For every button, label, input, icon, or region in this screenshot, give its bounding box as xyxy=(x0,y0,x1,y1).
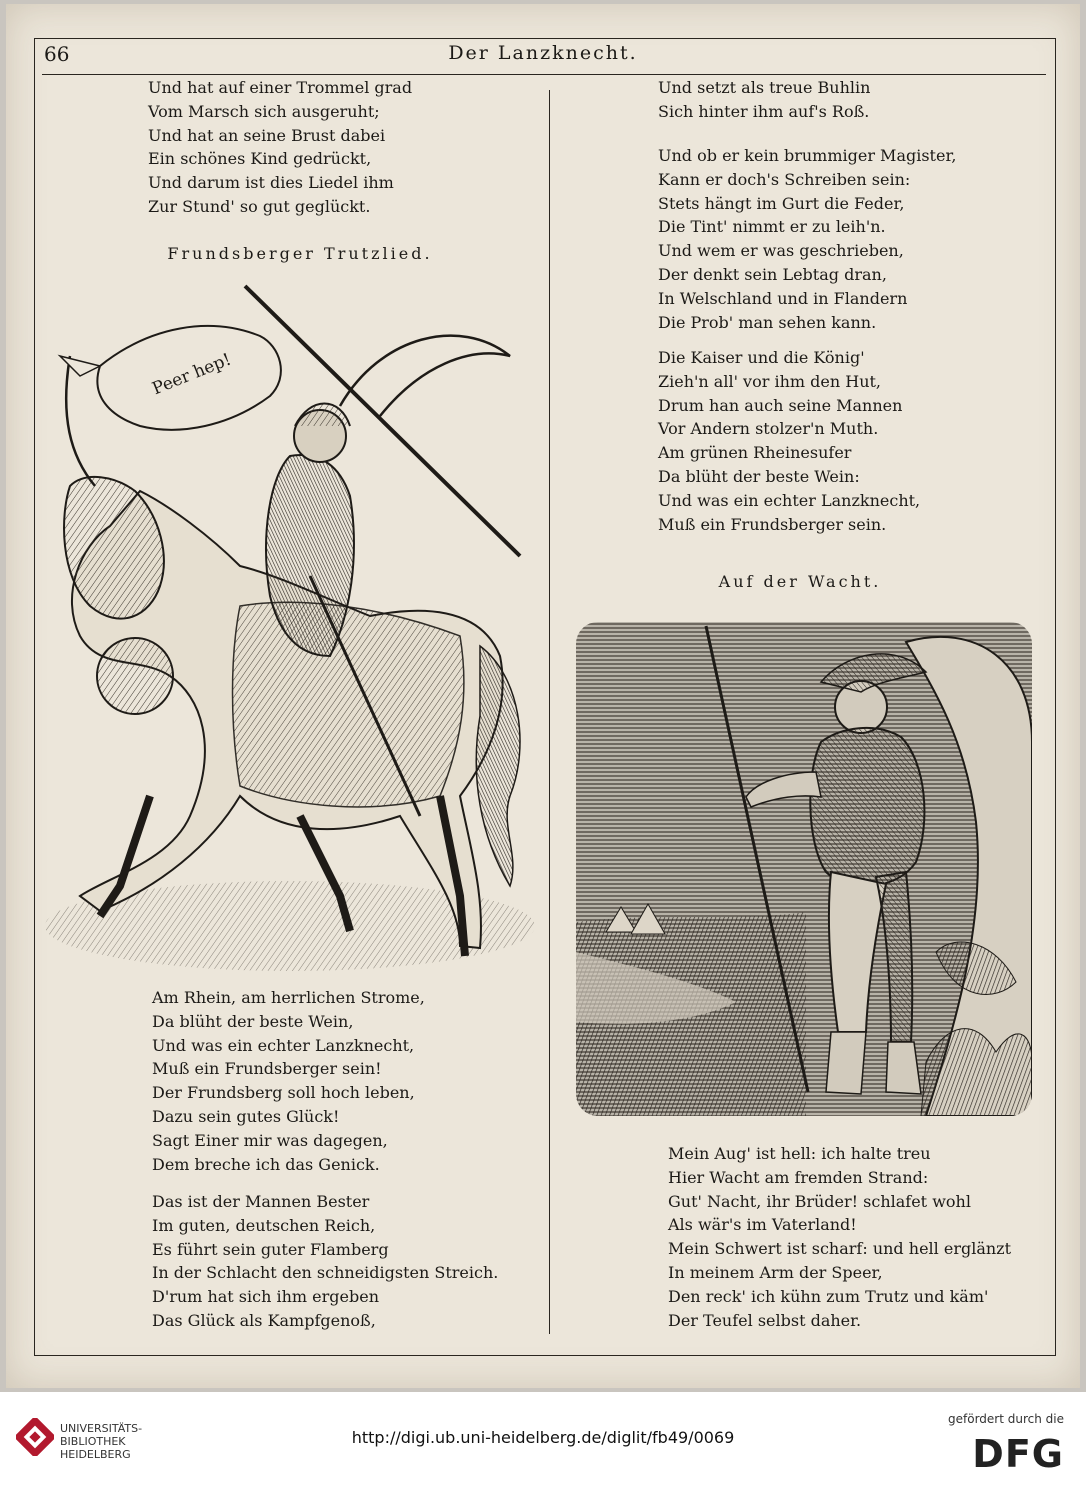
verse-line: Hier Wacht am fremden Strand: xyxy=(668,1167,929,1187)
knight-on-horse-illustration xyxy=(40,276,540,976)
verse-line: Im guten, deutschen Reich, xyxy=(152,1215,376,1235)
verse-line: In meinem Arm der Speer, xyxy=(668,1262,883,1282)
funding-note: gefördert durch die xyxy=(948,1412,1064,1426)
verse-line: Kann er doch's Schreiben sein: xyxy=(658,169,911,189)
right-stanza-c xyxy=(658,346,920,536)
verse-line: Muß ein Frundsberger sein! xyxy=(152,1059,382,1079)
verse-line: Und darum ist dies Liedel ihm xyxy=(148,173,394,193)
left-stanza-intro xyxy=(148,76,412,219)
verse-line: Vom Marsch sich ausgeruht; xyxy=(148,101,380,121)
verse-line: Sagt Einer mir was dagegen, xyxy=(152,1130,388,1150)
verse-line: Da blüht der beste Wein, xyxy=(152,1011,354,1031)
verse-line: Und setzt als treue Buhlin xyxy=(658,78,871,97)
header-rule xyxy=(42,74,1046,75)
poem-title-auf-der-wacht: Auf der Wacht. xyxy=(718,572,882,591)
verse-line: Stets hängt im Gurt die Feder, xyxy=(658,193,905,213)
left-stanza-2 xyxy=(152,1190,498,1333)
verse-line: Das Glück als Kampfgenoß, xyxy=(152,1310,376,1330)
verse-line: D'rum hat sich ihm ergeben xyxy=(152,1287,379,1307)
verse-line: Muß ein Frundsberger sein. xyxy=(658,514,887,534)
right-stanza-a xyxy=(658,76,870,124)
verse-line: Es führt sein guter Flamberg xyxy=(152,1239,389,1259)
verse-line: In Welschland und in Flandern xyxy=(658,288,908,308)
column-divider xyxy=(549,90,550,1334)
verse-line: Ein schönes Kind gedrückt, xyxy=(148,149,372,169)
verse-line: Der Frundsberg soll hoch leben, xyxy=(152,1083,415,1103)
verse-line: Als wär's im Vaterland! xyxy=(668,1215,857,1235)
verse-line: Der denkt sein Lebtag dran, xyxy=(658,264,887,284)
right-stanza-d xyxy=(668,1142,1011,1332)
verse-line: Dem breche ich das Genick. xyxy=(152,1154,380,1174)
verse-line: Und was ein echter Lanzknecht, xyxy=(658,490,921,510)
library-line: UNIVERSITÄTS- xyxy=(60,1422,143,1435)
running-title: Der Lanzknecht. xyxy=(448,42,638,64)
dfg-logo: DFG xyxy=(972,1432,1064,1476)
poem-title-frundsberger: Frundsberger Trutzlied. xyxy=(167,244,433,263)
verse-line: Mein Schwert ist scharf: und hell erglänzt xyxy=(668,1239,1012,1259)
verse-line: Die Prob' man sehen kann. xyxy=(658,312,877,332)
page-number: 66 xyxy=(44,42,70,66)
verse-line: Und ob er kein brummiger Magister, xyxy=(658,146,957,165)
verse-line: Die Tint' nimmt er zu leih'n. xyxy=(658,217,886,237)
verse-line: In der Schlacht den schneidigsten Streich. xyxy=(152,1263,499,1283)
right-stanza-b xyxy=(658,144,956,334)
verse-line: Dazu sein gutes Glück! xyxy=(152,1106,340,1126)
permalink-url[interactable]: http://digi.ub.uni-heidelberg.de/diglit/fb49/0069 xyxy=(351,1428,735,1447)
digitization-footer xyxy=(0,1392,1086,1485)
verse-line: Mein Aug' ist hell: ich halte treu xyxy=(668,1144,931,1163)
verse-line: Gut' Nacht, ihr Brüder! schlafet wohl xyxy=(668,1191,971,1211)
verse-line: Den reck' ich kühn zum Trutz und käm' xyxy=(668,1286,989,1306)
verse-line: Und was ein echter Lanzknecht, xyxy=(152,1035,415,1055)
verse-line: Da blüht der beste Wein: xyxy=(658,466,860,486)
verse-line: Am grünen Rheinesufer xyxy=(658,443,852,463)
verse-line: Und hat auf einer Trommel grad xyxy=(148,78,413,97)
verse-line: Der Teufel selbst daher. xyxy=(668,1310,862,1330)
library-line: HEIDELBERG xyxy=(60,1448,131,1461)
banner-text: Peer hep! xyxy=(149,349,235,400)
verse-line: Zur Stund' so gut geglückt. xyxy=(148,196,371,216)
verse-line: Das ist der Mannen Bester xyxy=(152,1192,370,1211)
library-line: BIBLIOTHEK xyxy=(60,1435,126,1448)
verse-line: Und hat an seine Brust dabei xyxy=(148,125,386,145)
verse-line: Zieh'n all' vor ihm den Hut, xyxy=(658,371,882,391)
verse-line: Vor Andern stolzer'n Muth. xyxy=(658,419,879,439)
verse-line: Sich hinter ihm auf's Roß. xyxy=(658,101,870,121)
verse-line: Die Kaiser und die König' xyxy=(658,348,865,367)
verse-line: Am Rhein, am herrlichen Strome, xyxy=(152,988,425,1007)
sentry-illustration xyxy=(576,622,1032,1116)
verse-line: Und wem er was geschrieben, xyxy=(658,241,904,261)
left-stanza-1 xyxy=(152,986,425,1176)
verse-line: Drum han auch seine Mannen xyxy=(658,395,903,415)
